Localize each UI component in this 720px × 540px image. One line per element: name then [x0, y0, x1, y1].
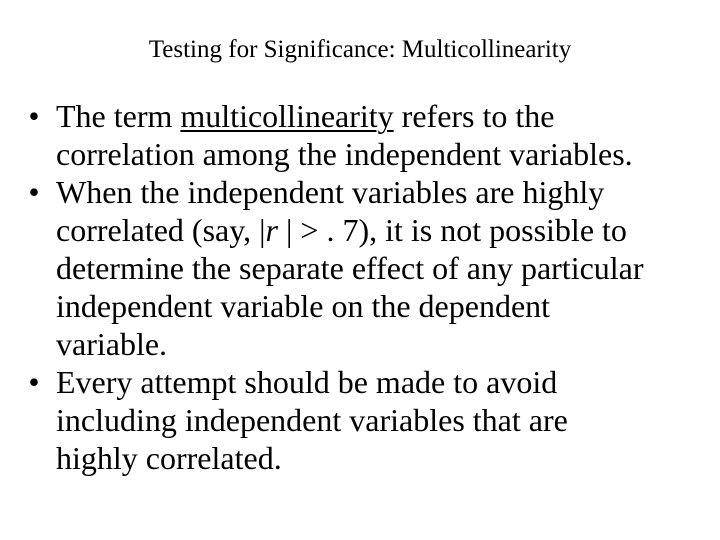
bullet-icon: •: [28, 364, 40, 400]
bullet-icon: •: [28, 174, 40, 210]
bullet-icon: •: [28, 98, 40, 134]
slide-title: Testing for Significance: Multicollinearity: [148, 36, 572, 63]
bullet-3-line-3: highly correlated.: [56, 440, 282, 476]
bullet-2-line-5: variable.: [56, 326, 168, 362]
slide-body: [20, 97, 720, 477]
bullet-1-underlined-term: multicollinearity: [180, 98, 394, 134]
bullet-3-line-1: Every attempt should be made to avoid: [56, 364, 558, 400]
bullet-2-line-2: [56, 211, 720, 249]
bullet-item-avoid-correlated-variables: [20, 363, 720, 477]
bullet-3-line-2: including independent variables that are: [56, 402, 568, 438]
bullet-2-text-post: | > . 7), it is not possible to: [278, 212, 627, 248]
bullet-item-multicollinearity-definition: [20, 97, 720, 173]
bullet-2-line-3: determine the separate effect of any particular: [56, 250, 644, 286]
bullet-1-line-2: correlation among the independent variables.: [56, 136, 633, 172]
bullet-1-line-1: [56, 97, 720, 135]
bullet-1-text-post: refers to the: [393, 98, 555, 134]
bullet-2-italic-variable: r: [265, 212, 278, 248]
bullet-2-line-1: When the independent variables are highly: [56, 174, 605, 210]
bullet-2-text-pre: correlated (say, |: [56, 212, 266, 248]
bullet-item-high-correlation: [20, 173, 720, 363]
bullet-2-line-4: independent variable on the dependent: [56, 288, 551, 324]
bullet-1-text-pre: The term: [56, 98, 181, 134]
